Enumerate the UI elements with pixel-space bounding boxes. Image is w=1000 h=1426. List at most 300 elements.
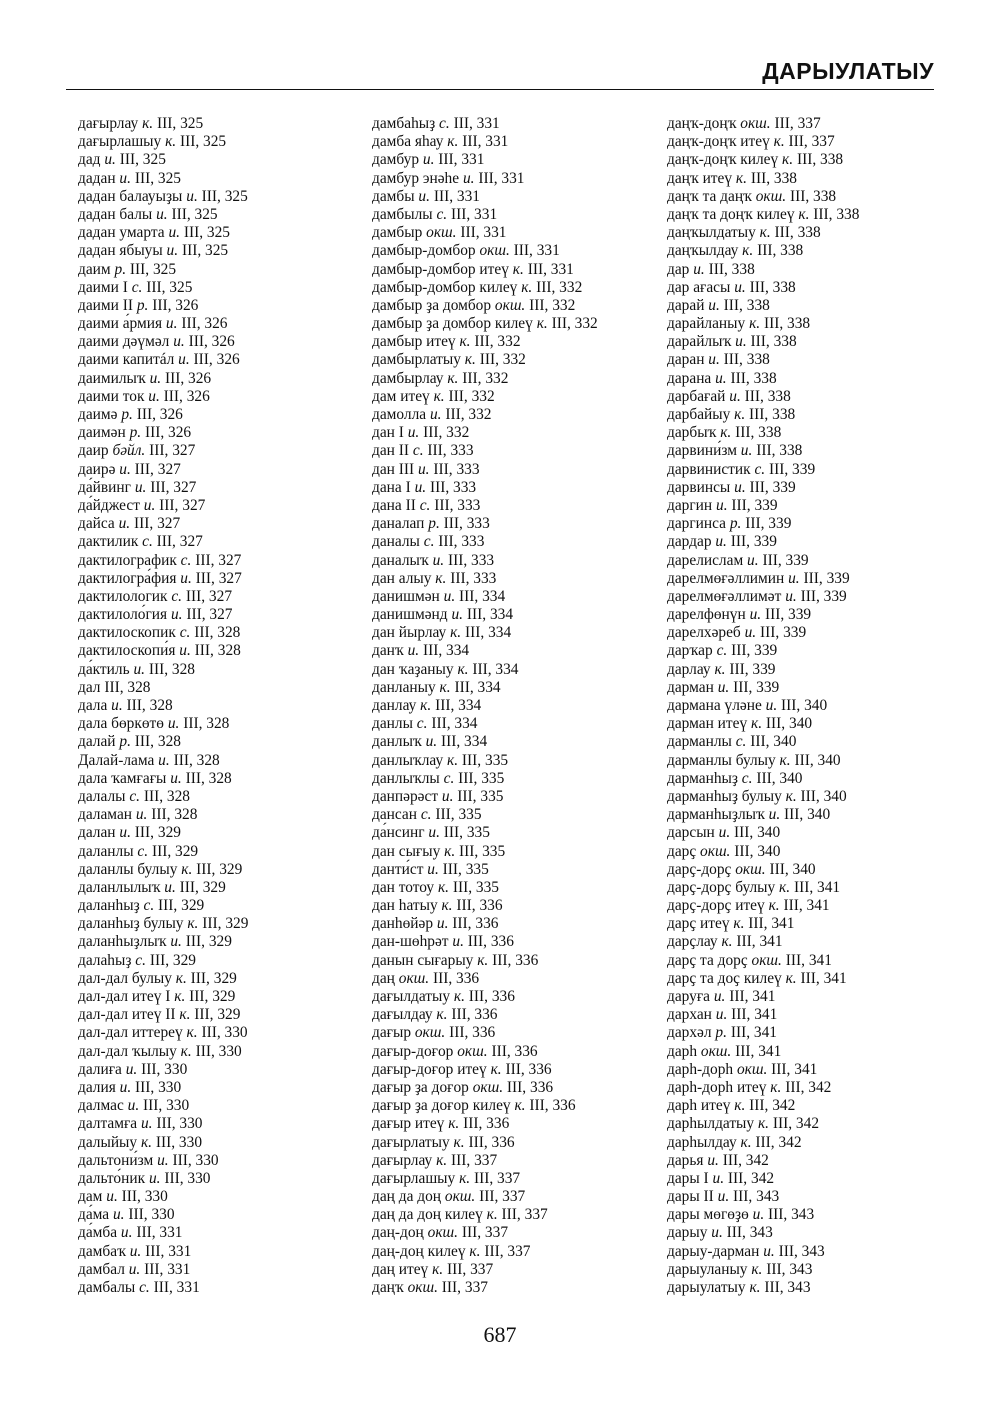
entry-reference: III, 335 — [439, 824, 490, 842]
entry-reference: III, 336 — [464, 988, 515, 1005]
entry-reference: III, 334 — [455, 587, 506, 605]
entry-reference: III, 327 — [191, 551, 242, 569]
entry-headword: даланһыҙ булыу — [78, 915, 188, 933]
index-entry — [78, 224, 248, 242]
entry-reference: III, 336 — [525, 1097, 576, 1115]
entry-reference: III, 325 — [178, 242, 229, 260]
entry-headword: дағыр ҙа доғор килеү — [372, 1097, 515, 1115]
index-entry — [78, 843, 248, 861]
entry-reference: III, 326 — [132, 406, 183, 423]
entry-reference: III, 339 — [741, 515, 792, 533]
entry-reference: III, 340 — [777, 697, 828, 714]
entry-headword: дары II — [667, 1188, 718, 1206]
entry-headword: дан ҡаҙаныу — [372, 660, 458, 678]
entry-pos-label: и. — [148, 387, 160, 405]
entry-reference: III, 339 — [727, 496, 778, 514]
entry-reference: III, 343 — [729, 1188, 780, 1206]
entry-headword: дала бөркөтө — [78, 715, 168, 733]
index-entry — [667, 1188, 859, 1206]
entry-reference: III, 341 — [726, 1024, 777, 1042]
entry-pos-label: к. — [734, 406, 746, 423]
index-entry — [667, 970, 859, 988]
index-entry — [372, 788, 598, 806]
entry-headword: данишмәнд — [372, 606, 452, 624]
entry-reference: III, 325 — [180, 224, 231, 242]
entry-pos-label: и. — [120, 1224, 133, 1242]
entry-pos-label: к. — [477, 951, 489, 969]
entry-headword: дан II — [372, 442, 413, 460]
index-entry — [78, 879, 248, 897]
entry-headword: дарманһыҙлыҡ — [667, 806, 769, 824]
entry-pos-label: к. — [721, 933, 733, 951]
index-entry — [372, 170, 598, 188]
index-entry — [667, 1115, 859, 1133]
entry-pos-label: к. — [768, 897, 780, 915]
entry-headword: дарбағай — [667, 387, 730, 405]
entry-reference: III, 341 — [725, 988, 776, 1005]
entry-pos-label: и. — [708, 351, 720, 369]
index-entry — [372, 588, 598, 606]
entry-headword: даңҡ — [372, 1279, 408, 1296]
entry-pos-label: и. — [785, 587, 797, 605]
entry-pos-label: и. — [179, 642, 191, 660]
index-entry — [78, 1043, 248, 1061]
entry-pos-label: и. — [715, 369, 727, 387]
entry-headword: дамбырлатыу — [372, 351, 465, 369]
entry-pos-label: и. — [140, 1115, 153, 1133]
entry-headword: дармана үләне — [667, 697, 766, 714]
index-entry — [667, 533, 859, 551]
entry-pos-label: и. — [462, 169, 475, 187]
entry-headword: данланыу — [372, 678, 440, 696]
entry-headword: даир — [78, 442, 113, 460]
entry-pos-label: к. — [436, 1151, 448, 1169]
index-entry — [78, 642, 248, 660]
entry-reference: III, 343 — [774, 1242, 825, 1260]
entry-pos-label: и. — [707, 1151, 719, 1169]
index-entry — [78, 515, 248, 533]
entry-pos-label: к. — [187, 915, 199, 933]
entry-headword: дағырлатыу — [372, 1133, 454, 1151]
entry-reference: III, 331 — [434, 151, 485, 169]
index-entry — [78, 679, 248, 697]
entry-headword: дан йырлау — [372, 624, 451, 642]
entry-pos-label: с. — [142, 533, 153, 551]
entry-headword: далыйыу — [78, 1133, 141, 1151]
entry-headword: дар — [667, 260, 694, 278]
entry-headword: дамбур энәһе — [372, 169, 463, 187]
entry-reference: III, 334 — [437, 733, 488, 751]
entry-headword: даими дәүмәл — [78, 333, 174, 351]
entry-pos-label: окш. — [735, 860, 766, 878]
entry-reference: III, 331 — [474, 169, 525, 187]
entry-pos-label: окш. — [494, 296, 526, 314]
entry-pos-label: и. — [441, 787, 454, 805]
entry-reference: III, 337 — [437, 1279, 488, 1296]
entry-pos-label: и. — [729, 387, 741, 405]
entry-headword: дансан — [372, 806, 421, 824]
entry-pos-label: и. — [427, 860, 439, 878]
entry-reference: III, 339 — [796, 587, 847, 605]
entry-pos-label: к. — [757, 1115, 770, 1133]
entry-reference: III, 329 — [181, 933, 232, 951]
entry-reference: III, 328 — [169, 751, 220, 769]
entry-pos-label: к. — [486, 1206, 498, 1224]
entry-reference: III, 330 — [152, 1133, 203, 1151]
index-entry — [667, 697, 859, 715]
entry-reference: III, 343 — [760, 1279, 811, 1296]
entry-headword: дамбыр-домбор — [372, 242, 480, 260]
entry-headword: даимилыҡ — [78, 369, 150, 387]
index-entry — [372, 697, 598, 715]
entry-reference: III, 329 — [198, 915, 249, 933]
entry-headword: дарайлыҡ — [667, 333, 736, 351]
entry-reference: III, 328 — [145, 660, 196, 678]
entry-headword: дағылдау — [372, 1006, 437, 1024]
index-entry — [667, 1079, 859, 1097]
entry-headword: дарман — [667, 678, 718, 696]
index-entry — [667, 1097, 859, 1115]
index-entry — [372, 1224, 598, 1242]
index-entry — [667, 351, 859, 369]
entry-pos-label: к. — [779, 878, 791, 896]
entry-pos-label: к. — [437, 878, 449, 896]
entry-headword: дарыу — [667, 1224, 712, 1242]
entry-pos-label: и. — [428, 824, 440, 842]
entry-reference: III, 331 — [141, 1242, 192, 1260]
entry-headword: дарыу-дарман — [667, 1242, 764, 1260]
entry-pos-label: к. — [749, 315, 761, 333]
entry-pos-label: с. — [137, 842, 149, 860]
entry-headword: дарһылдатыу — [667, 1115, 758, 1133]
index-entry — [667, 1152, 859, 1170]
entry-headword: дағыр-доғор — [372, 1042, 458, 1060]
entry-pos-label: и. — [180, 569, 192, 587]
entry-reference: III, 339 — [758, 551, 809, 569]
entry-pos-label: с. — [754, 460, 766, 478]
entry-reference: III, 332 — [532, 278, 583, 296]
index-entry — [372, 442, 598, 460]
entry-reference: III, 327 — [146, 478, 197, 496]
entry-reference: III, 325 — [197, 187, 248, 205]
index-entry — [78, 1115, 248, 1133]
entry-pos-label: и. — [717, 678, 730, 696]
entry-pos-label: к. — [749, 1279, 761, 1296]
index-entry — [372, 970, 598, 988]
entry-reference: III, 337 — [770, 115, 821, 132]
index-entry — [372, 479, 598, 497]
index-entry — [78, 824, 248, 842]
entry-pos-label: и. — [170, 769, 182, 787]
entry-pos-label: и. — [165, 315, 178, 333]
entry-reference: III, 330 — [197, 1024, 248, 1042]
entry-reference: III, 328 — [147, 806, 198, 824]
index-entry — [372, 824, 598, 842]
entry-headword: даңҡылдау — [667, 242, 743, 260]
entry-reference: III, 333 — [446, 569, 497, 587]
entry-reference: III, 328 — [190, 624, 241, 642]
index-entry — [78, 1170, 248, 1188]
index-entry — [78, 988, 248, 1006]
entry-pos-label: с. — [171, 587, 183, 605]
index-entry — [78, 1279, 248, 1297]
entry-reference: III, 328 — [181, 769, 232, 787]
index-entry — [372, 151, 598, 169]
index-entry — [372, 279, 598, 297]
entry-headword: да́ктиль — [78, 660, 134, 678]
entry-headword: дарманһыҙ — [667, 769, 742, 787]
entry-headword: дарана — [667, 369, 716, 387]
index-entry — [667, 606, 859, 624]
index-entry — [667, 1224, 859, 1242]
entry-reference: III, 338 — [745, 278, 796, 296]
entry-headword: дарбайыу — [667, 406, 735, 423]
index-entry — [667, 461, 859, 479]
entry-headword: дағыр — [372, 1024, 415, 1042]
index-entry — [78, 388, 248, 406]
index-entry — [78, 897, 248, 915]
entry-pos-label: и. — [118, 515, 131, 533]
entry-pos-label: и. — [763, 1242, 775, 1260]
entry-reference: III, 325 — [153, 115, 204, 132]
entry-reference: III, 342 — [781, 1078, 832, 1096]
entry-headword: дан III — [372, 460, 418, 478]
index-entry — [372, 133, 598, 151]
index-entry — [78, 1188, 248, 1206]
entry-headword: даран — [667, 351, 709, 369]
index-entry — [667, 479, 859, 497]
entry-headword: дарһ-дорһ — [667, 1060, 737, 1078]
index-entry — [78, 970, 248, 988]
entry-reference: III, 340 — [730, 824, 781, 842]
entry-headword: дағырлау — [78, 115, 143, 132]
entry-reference: III, 336 — [487, 1042, 538, 1060]
entry-reference: III, 339 — [765, 460, 816, 478]
entry-reference: III, 328 — [140, 787, 191, 805]
entry-headword: даими а́рмия — [78, 315, 166, 333]
entry-reference: III, 332 — [547, 315, 598, 333]
entry-pos-label: и. — [716, 496, 728, 514]
entry-reference: III, 333 — [429, 460, 480, 478]
entry-reference: III, 332 — [470, 333, 521, 351]
index-entry — [667, 1024, 859, 1042]
entry-headword: дал-дал булыу — [78, 969, 176, 987]
entry-headword: дактилологик — [78, 587, 172, 605]
entry-reference: III, 332 — [525, 296, 576, 314]
entry-reference: III, 327 — [130, 460, 181, 478]
entry-headword: данишмән — [372, 587, 444, 605]
entry-reference: III, 340 — [765, 860, 816, 878]
index-entry — [78, 151, 248, 169]
entry-headword: дамбыр итеү — [372, 333, 460, 351]
entry-pos-label: и. — [425, 733, 438, 751]
index-entry — [667, 715, 859, 733]
entry-headword: дарҫ-дорҫ — [667, 860, 736, 878]
entry-headword: далтамға — [78, 1115, 141, 1133]
index-entry — [78, 1206, 248, 1224]
entry-pos-label: к. — [740, 1133, 752, 1151]
index-entry — [78, 606, 248, 624]
index-entry — [667, 1170, 859, 1188]
entry-pos-label: и. — [715, 533, 727, 551]
entry-pos-label: к. — [450, 624, 462, 642]
entry-headword: да́йджест — [78, 496, 144, 514]
index-entry — [372, 242, 598, 260]
entry-pos-label: и. — [418, 187, 430, 205]
entry-pos-label: и. — [765, 697, 778, 714]
entry-pos-label: окш. — [751, 951, 782, 969]
index-entry — [78, 188, 248, 206]
index-entry — [78, 479, 248, 497]
entry-reference: III, 336 — [501, 1060, 552, 1078]
entry-pos-label: окш. — [700, 1042, 732, 1060]
entry-reference: III, 341 — [779, 897, 830, 915]
index-entry — [667, 333, 859, 351]
entry-pos-label: р. — [121, 406, 133, 423]
entry-headword: дальтони́зм — [78, 1151, 158, 1169]
entry-headword: дамолла — [372, 406, 430, 423]
entry-reference: III, 343 — [762, 1260, 813, 1278]
entry-pos-label: и. — [429, 406, 442, 423]
entry-headword: дарҫ-дорҫ булыу — [667, 878, 780, 896]
index-entry — [667, 442, 859, 460]
index-entry — [667, 388, 859, 406]
entry-pos-label: к. — [439, 678, 451, 696]
entry-headword: данлыҡ — [372, 733, 426, 751]
entry-headword: дала — [78, 697, 112, 714]
entry-pos-label: к. — [142, 115, 154, 132]
entry-pos-label: к. — [447, 369, 459, 387]
entry-reference: III, 331 — [140, 1260, 191, 1278]
entry-headword: даруға — [667, 988, 714, 1005]
index-entry — [78, 915, 248, 933]
entry-reference: III, 338 — [770, 224, 821, 242]
entry-reference: III, 325 — [115, 151, 166, 169]
entry-headword: данҡ — [372, 642, 408, 660]
entry-pos-label: и. — [744, 624, 757, 642]
entry-pos-label: к. — [433, 387, 445, 405]
index-entry — [372, 351, 598, 369]
entry-pos-label: и. — [713, 988, 726, 1005]
entry-reference: III, 329 — [186, 969, 237, 987]
index-column-2 — [372, 115, 598, 1297]
entry-reference: III, 330 — [124, 1206, 175, 1224]
index-entry — [78, 370, 248, 388]
entry-headword: дактилогра́фия — [78, 569, 181, 587]
index-entry — [372, 1079, 598, 1097]
entry-headword: дағырлашыу — [372, 1169, 460, 1187]
entry-reference: III, 337 — [480, 1242, 531, 1260]
entry-reference: III, 326 — [177, 315, 228, 333]
entry-reference: III, 325 — [130, 169, 181, 187]
entry-pos-label: с. — [419, 496, 431, 514]
index-entry — [372, 1134, 598, 1152]
entry-reference: III, 336 — [488, 951, 539, 969]
index-entry — [78, 351, 248, 369]
index-entry — [667, 679, 859, 697]
index-entry — [372, 952, 598, 970]
entry-headword: данлыҡлы — [372, 769, 444, 787]
entry-pos-label: и. — [148, 1169, 161, 1187]
entry-reference: III, 338 — [745, 406, 796, 423]
entry-headword: дар ағасы — [667, 278, 735, 296]
entry-pos-label: к. — [179, 1006, 191, 1024]
entry-reference: III, 341 — [732, 933, 783, 951]
entry-pos-label: и. — [157, 1151, 169, 1169]
entry-reference: III, 329 — [145, 951, 196, 969]
index-entry — [78, 297, 248, 315]
entry-headword: дарлау — [667, 660, 715, 678]
index-entry — [667, 824, 859, 842]
entry-reference: III, 341 — [727, 1006, 778, 1024]
entry-reference: III, 328 — [190, 642, 241, 660]
entry-headword: дал-дал ҡылыу — [78, 1042, 181, 1060]
entry-reference: III, 330 — [131, 1078, 182, 1096]
entry-reference: III, 335 — [449, 878, 500, 896]
entry-headword: дам — [78, 1188, 107, 1206]
entry-pos-label: и. — [149, 369, 162, 387]
entry-headword: дарҫ — [667, 842, 701, 860]
entry-headword: дарай — [667, 296, 709, 314]
entry-reference: III, 338 — [746, 169, 797, 187]
entry-headword: дарҫ та доҫ килеү — [667, 969, 786, 987]
entry-reference: III, 341 — [796, 969, 847, 987]
entry-pos-label: к. — [798, 205, 810, 223]
index-entry — [78, 552, 248, 570]
entry-reference: III, 341 — [790, 878, 841, 896]
entry-reference: III, 337 — [784, 133, 835, 151]
index-entry — [78, 261, 248, 279]
index-entry — [78, 624, 248, 642]
entry-reference: III, 330 — [191, 1042, 242, 1060]
entry-pos-label: и. — [414, 478, 427, 496]
entry-reference: III, 336 — [448, 915, 499, 933]
index-entry — [78, 242, 248, 260]
entry-pos-label: к. — [735, 169, 747, 187]
entry-reference: III, 330 — [139, 1097, 190, 1115]
entry-headword: данти́ст — [372, 860, 428, 878]
index-entry — [667, 170, 859, 188]
entry-pos-label: к. — [459, 1169, 471, 1187]
entry-headword: дарелфөнүн — [667, 606, 750, 624]
entry-headword: даимә — [78, 406, 122, 423]
entry-pos-label: к. — [773, 133, 785, 151]
entry-headword: даналап — [372, 515, 429, 533]
entry-reference: III, 327 — [191, 569, 242, 587]
entry-reference: III, 336 — [445, 1024, 496, 1042]
entry-reference: III, 325 — [142, 278, 193, 296]
index-entry — [667, 1279, 859, 1297]
entry-headword: данын сығарыу — [372, 951, 478, 969]
entry-reference: III, 340 — [796, 787, 847, 805]
header-rule — [66, 89, 934, 90]
entry-headword: дал-дал иттереү — [78, 1024, 187, 1042]
entry-reference: III, 342 — [769, 1115, 820, 1133]
entry-pos-label: окш. — [479, 242, 510, 260]
index-entry — [667, 151, 859, 169]
index-entry — [667, 915, 859, 933]
entry-headword: даң — [372, 969, 399, 987]
entry-reference: III, 330 — [160, 1169, 211, 1187]
entry-pos-label: и. — [173, 333, 185, 351]
index-entry — [372, 1170, 598, 1188]
entry-headword: дарҫ итеү — [667, 915, 734, 933]
entry-pos-label: с. — [143, 897, 155, 915]
index-entry — [78, 424, 248, 442]
index-entry — [78, 333, 248, 351]
index-entry — [667, 1261, 859, 1279]
entry-pos-label: к. — [782, 151, 794, 169]
